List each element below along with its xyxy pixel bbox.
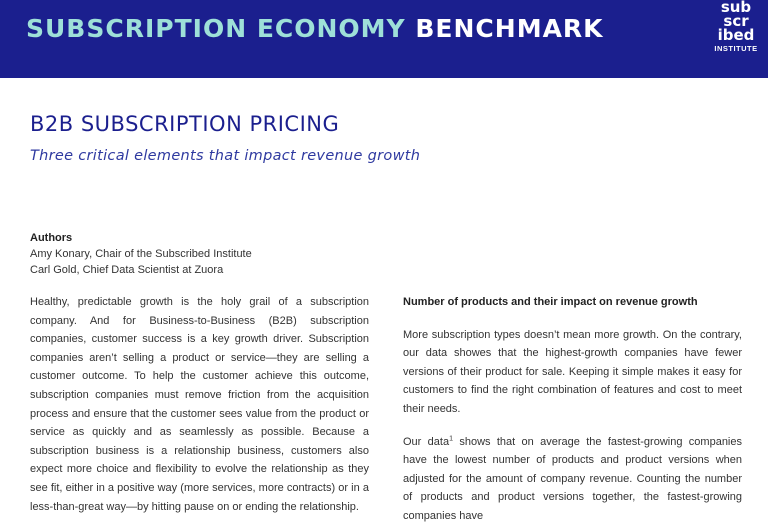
header-banner: [0, 0, 768, 78]
page-subheading: Three critical elements that impact revenue growth: [30, 148, 421, 164]
authors-label: Authors: [30, 232, 73, 244]
body-paragraph: More subscription types doesn’t mean more growth. On the contrary, our data showes that the highest-growth companies have fewer versions of their product for sale. Keeping it simple makes it easy for customers to find the right combination of features and cost to meet their needs.: [403, 328, 742, 415]
logo-caption: INSTITUTE: [714, 44, 758, 53]
left-column: [30, 293, 369, 516]
author-name: Carl Gold, Chief Data Scientist at Zuora: [30, 264, 224, 276]
right-column: [403, 293, 742, 526]
logo-line-2: scr: [723, 12, 749, 30]
paragraph-rest: shows that on average the fastest-growing companies have the lowest number of products and product versions when adjusted for the amount of company revenue. Counting the number of products and product versions together, the fastest-growing companies have: [403, 435, 742, 522]
paragraph-start: Our data: [403, 435, 450, 448]
author-name: Amy Konary, Chair of the Subscribed Institute: [30, 248, 252, 260]
logo-line-1: sub: [720, 0, 752, 16]
body-paragraph: [403, 433, 742, 526]
subscribed-institute-logo: [708, 0, 764, 62]
intro-paragraph: Healthy, predictable growth is the holy grail of a subscription company. And for Business-to-Business (B2B) subscription companies, customer success is a key growth driver. Subscription companies aren’t selling a product or service—they are selling a customer outcome. To help the customer achieve this outcome, subscription companies must remove friction from the acquisition process and ensure that the customer sees value from the product or service as quickly and as seamlessly as possible. Because a subscription business is a relationship business, customers also expect more choice and flexibility to evolve the relationship as they see fit, either in a positive way (more services, more contracts) or in a less-than-great way—by hitting pause on or ending the relationship.: [30, 296, 369, 513]
authors-block: [30, 230, 252, 278]
footnote-ref[interactable]: 1: [449, 434, 453, 442]
report-title: [26, 14, 604, 43]
report-title-part1: SUBSCRIPTION ECONOMY: [26, 14, 406, 43]
report-title-part2: BENCHMARK: [415, 14, 604, 43]
logo-line-3: ibed: [717, 26, 755, 44]
page-heading: B2B SUBSCRIPTION PRICING: [30, 112, 340, 136]
section-title: Number of products and their impact on revenue growth: [403, 296, 698, 308]
